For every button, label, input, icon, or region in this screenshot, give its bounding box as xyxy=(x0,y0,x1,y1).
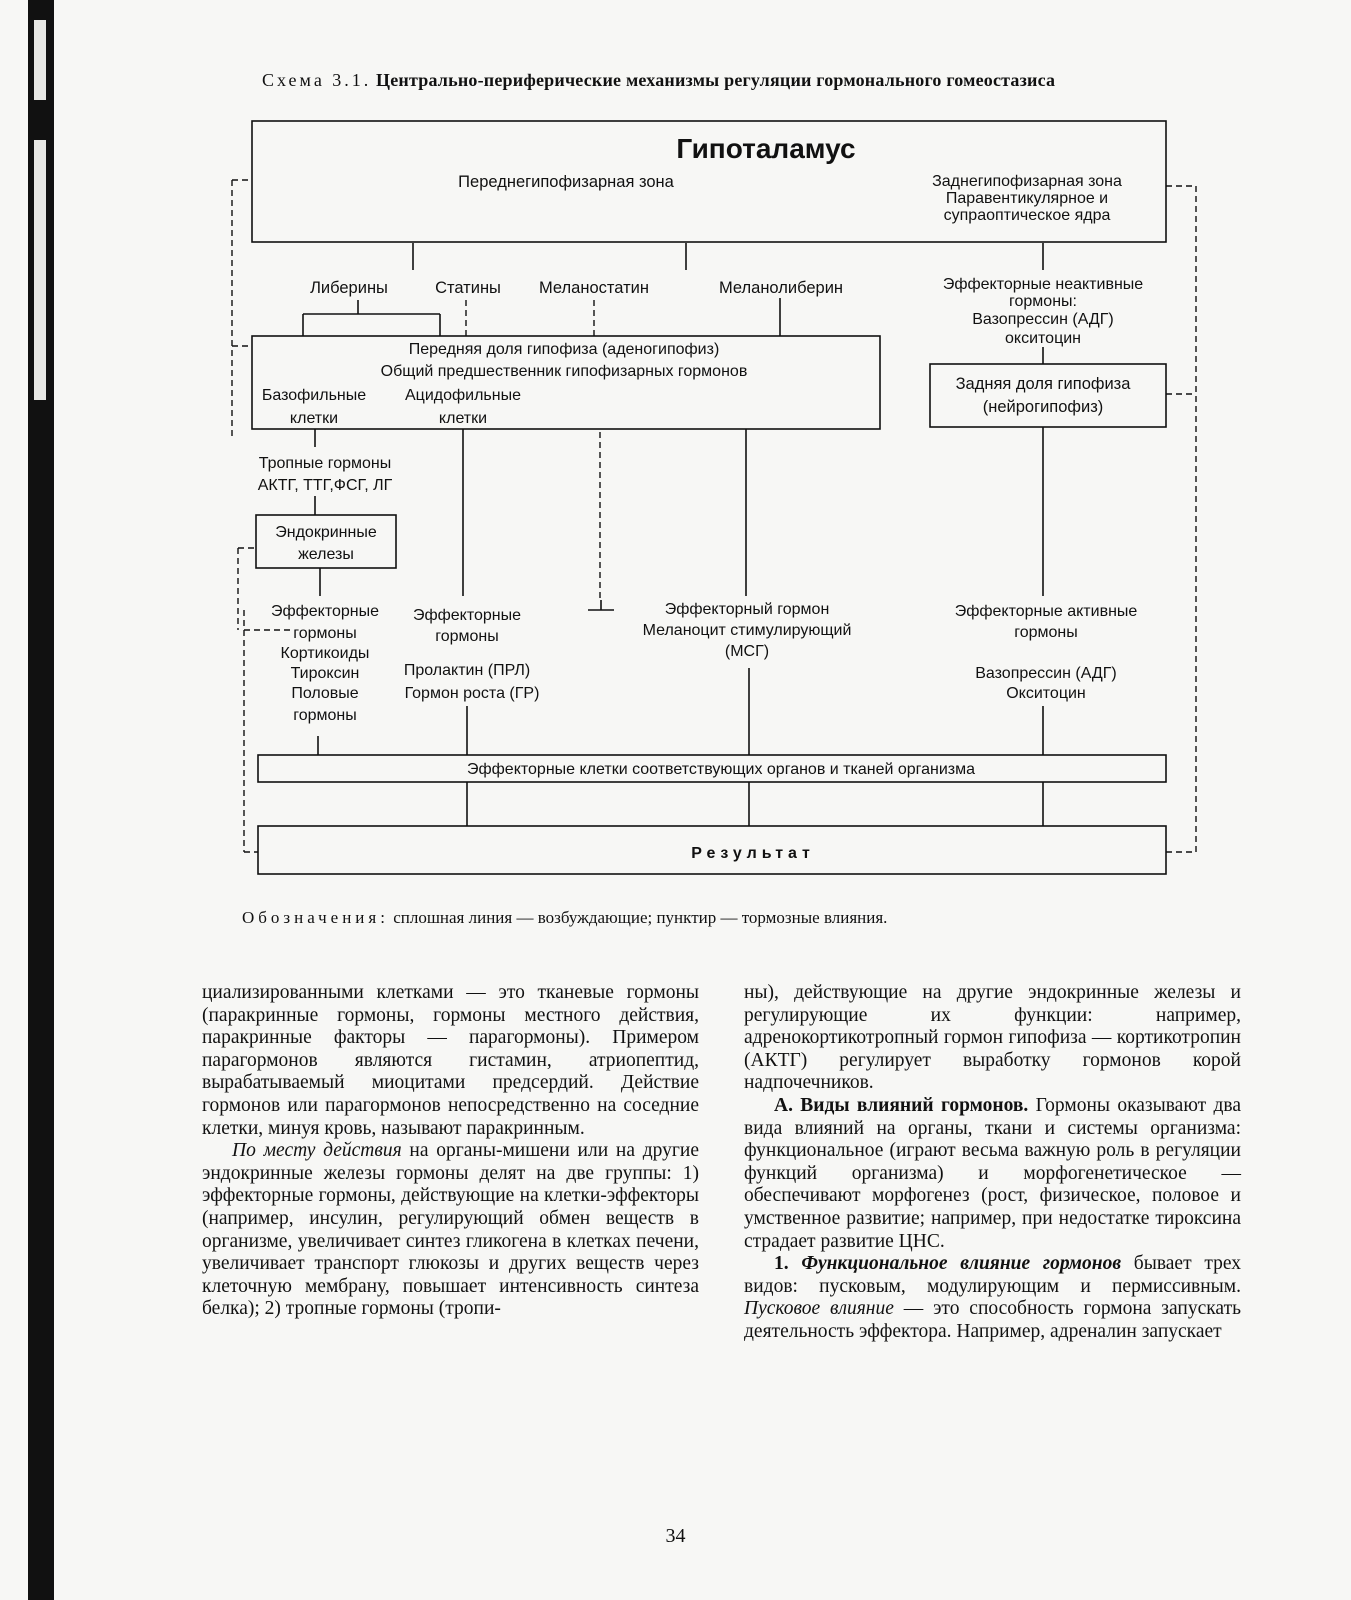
effector-left-line-4: Тироксин xyxy=(290,665,360,682)
effector-left-line-6: гормоны xyxy=(293,707,357,724)
inactive-hormones-line-1: Эффекторные неактивные xyxy=(942,276,1144,293)
effector-mid-line-2: гормоны xyxy=(435,628,499,645)
right-paragraph-1: ны), действующие на другие эндокринные железы и регулирующие их функции: например, адренокортикотропный гормон гипофиза — кортикотропин (АКТГ) регулирует выработку гормонов корой надпочечников. xyxy=(744,982,1241,1094)
melanostatin-label: Меланостатин xyxy=(539,279,649,297)
acidophil-line-1: Ацидофильные xyxy=(404,387,522,404)
right-paragraph-3 xyxy=(744,1253,1241,1343)
effector-active-line-3: Вазопрессин (АДГ) xyxy=(975,665,1117,682)
melanoliberin-label: Меланолиберин xyxy=(718,279,844,297)
effector-mid-line-1: Эффекторные xyxy=(412,607,522,624)
left-paragraph-2-text: на органы-мишени или на другие эндокринные железы гормоны делят на две группы: 1) эффекторные гормоны, действующие на клетки-эффекторы (например, инсулин, регулирующий обмен веществ в организме, увеличивает синтез гликогена в клетках печени, увеличивает транспорт глюкозы и других веществ через клеточную мембрану, повышает интенсивность синтеза белка); 2) тропные гормоны (тропи- xyxy=(202,1140,699,1320)
endocrine-line-2: железы xyxy=(298,546,354,563)
left-column xyxy=(202,982,699,1321)
result-label: Результат xyxy=(691,845,815,862)
effector-left-line-2: гормоны xyxy=(293,625,357,642)
right-paragraph-3-text-2: — это способность гормона запускать деятельность эффектора. Например, адреналин запускает xyxy=(744,1298,1241,1342)
right-paragraph-3-number: 1. xyxy=(774,1253,789,1275)
effector-cells-label: Эффекторные клетки соответствующих органов и тканей организма xyxy=(466,761,976,778)
excitatory-arrows xyxy=(303,243,1043,826)
left-paragraph-2-italic: По месту действия xyxy=(232,1140,402,1162)
posterior-pituitary-box xyxy=(930,364,1166,427)
hypothalamus-title: Гипоталамус xyxy=(676,133,856,164)
legend xyxy=(242,908,887,928)
effector-msg-line-2: Меланоцит стимулирующий xyxy=(642,622,852,639)
effector-left-line-5: Половые xyxy=(291,685,359,702)
anterior-zone-label: Переднегипофизарная зона xyxy=(458,173,674,191)
effector-left-line-3: Кортикоиды xyxy=(280,645,370,662)
statins-label: Статины xyxy=(435,279,501,297)
posterior-zone-line-2: Паравентикулярное и xyxy=(945,190,1109,207)
left-paragraph-1: циализированными клетками — это тканевые гормоны (паракринные гормоны, гормоны местного действия, паракринные факторы — парагормоны). Примером парагормонов являются гистамин, атриопептид, вырабатываемый миоцитами предсердий. Действие гормонов или парагормонов непосредственно на соседние клетки, минуя кровь, называют паракринным. xyxy=(202,982,699,1139)
effector-mid-line-4: Гормон роста (ГР) xyxy=(404,685,540,702)
caption-title: Центрально-периферические механизмы регуляции гормонального гомеостазиса xyxy=(376,70,1056,90)
inactive-hormones-line-3: Вазопрессин (АДГ) xyxy=(972,311,1114,328)
tropic-line-1: Тропные гормоны xyxy=(258,455,392,472)
effector-msg-line-3: (МСГ) xyxy=(724,643,770,660)
effector-active-line-1: Эффекторные активные xyxy=(954,603,1138,620)
page-number: 34 xyxy=(665,1525,686,1547)
legend-label: Обозначения: xyxy=(242,908,389,927)
right-paragraph-2-text: Гормоны оказывают два вида влияний на органы, ткани и системы организма: функциональное (играют весьма важную роль в регуляции функций организма) и морфогенетическое — обеспечивают морфогенез (рост, физическое, половое и умственное развитие; например, при недостатке тироксина страдает развитие ЦНС. xyxy=(744,1094,1241,1252)
inactive-hormones-line-2: гормоны: xyxy=(1009,293,1077,310)
acidophil-line-2: клетки xyxy=(438,410,488,427)
right-paragraph-3-heading: Функциональное влияние гормонов xyxy=(801,1253,1122,1275)
posterior-zone-line-1: Заднегипофизарная зона xyxy=(932,173,1122,190)
liberins-label: Либерины xyxy=(310,279,388,297)
right-paragraph-2-heading: А. Виды влияний гормонов. xyxy=(774,1094,1029,1116)
effector-active-line-2: гормоны xyxy=(1014,624,1078,641)
basophil-line-2: клетки xyxy=(289,410,339,427)
posterior-zone-line-3: супраоптическое ядра xyxy=(943,207,1111,224)
legend-text: сплошная линия — возбуждающие; пунктир — тормозные влияния. xyxy=(393,908,888,927)
posterior-pituitary-line-2: (нейрогипофиз) xyxy=(982,398,1104,416)
endocrine-line-1: Эндокринные xyxy=(275,524,377,541)
right-paragraph-3-italic: Пусковое влияние xyxy=(744,1298,894,1320)
tropic-line-2: АКТГ, ТТГ,ФСГ, ЛГ xyxy=(257,477,393,494)
anterior-pituitary-line-2: Общий предшественник гипофизарных гормонов xyxy=(380,363,748,380)
anterior-pituitary-line-1: Передняя доля гипофиза (аденогипофиз) xyxy=(408,341,720,358)
effector-left-line-1: Эффекторные xyxy=(270,603,380,620)
caption-lead: Схема 3.1. xyxy=(262,70,372,90)
effector-mid-line-3: Пролактин (ПРЛ) xyxy=(403,662,531,679)
effector-msg-line-1: Эффекторный гормон xyxy=(664,601,830,618)
right-paragraph-3-text: бывает трех видов: пусковым, модулирующим и пермиссивным. xyxy=(744,1253,1242,1297)
right-column xyxy=(744,982,1241,1344)
posterior-pituitary-line-1: Задняя доля гипофиза xyxy=(955,375,1131,393)
inactive-hormones-line-4: окситоцин xyxy=(1005,330,1081,347)
effector-active-line-4: Окситоцин xyxy=(1006,685,1086,702)
basophil-line-1: Базофильные xyxy=(261,387,367,404)
right-paragraph-2 xyxy=(744,1095,1241,1253)
left-paragraph-2 xyxy=(202,1140,699,1321)
